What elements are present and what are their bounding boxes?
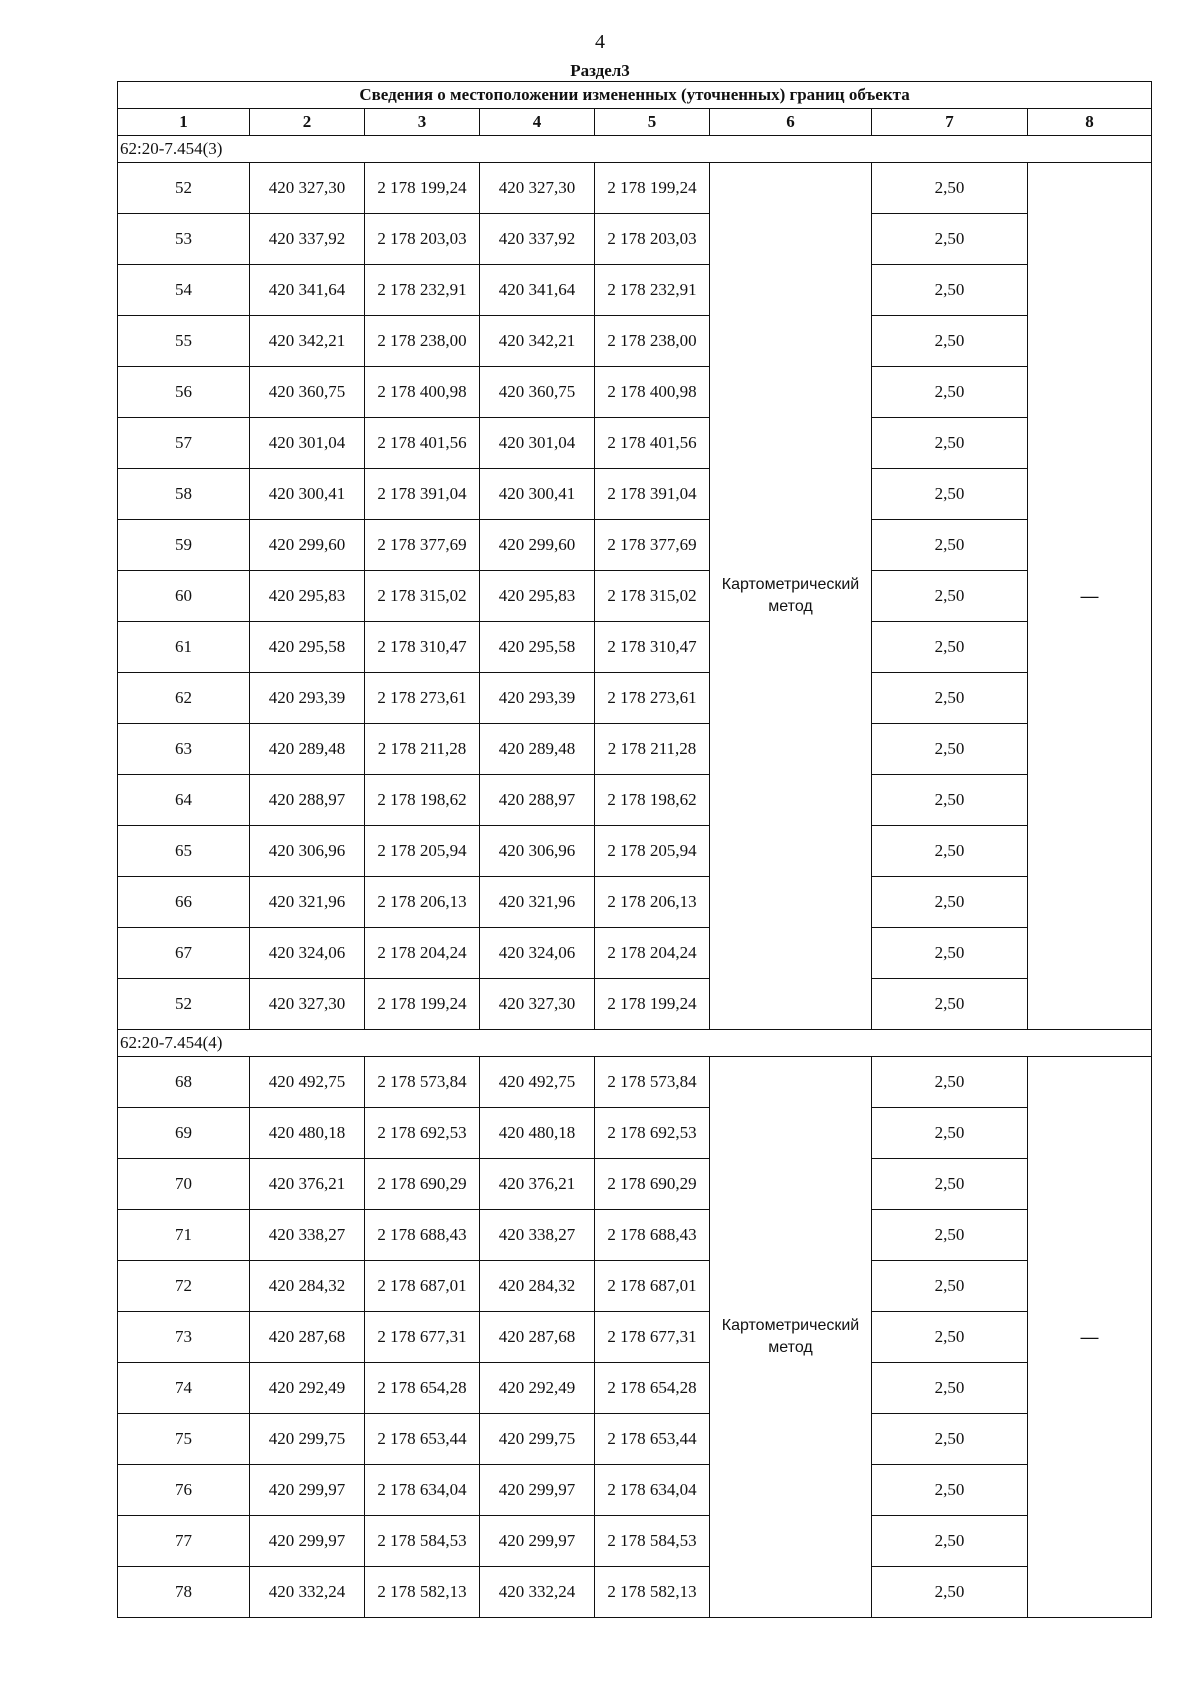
point-number-cell: 68: [118, 1057, 250, 1108]
point-number-cell: 76: [118, 1465, 250, 1516]
table-row: [118, 1516, 1152, 1567]
y-old-cell: 2 178 204,24: [365, 928, 480, 979]
point-number-cell: 66: [118, 877, 250, 928]
point-number-cell: 72: [118, 1261, 250, 1312]
table-row: [118, 826, 1152, 877]
y-new-cell: 2 178 273,61: [595, 673, 710, 724]
x-old-cell: 420 292,49: [250, 1363, 365, 1414]
point-number-cell: 78: [118, 1567, 250, 1618]
point-number-cell: 59: [118, 520, 250, 571]
accuracy-cell: 2,50: [872, 214, 1028, 265]
y-old-cell: 2 178 692,53: [365, 1108, 480, 1159]
y-old-cell: 2 178 688,43: [365, 1210, 480, 1261]
x-new-cell: 420 293,39: [480, 673, 595, 724]
y-old-cell: 2 178 206,13: [365, 877, 480, 928]
accuracy-cell: 2,50: [872, 1159, 1028, 1210]
table-row: [118, 622, 1152, 673]
point-number-cell: 75: [118, 1414, 250, 1465]
column-number-row: [118, 109, 1152, 136]
x-new-cell: 420 327,30: [480, 163, 595, 214]
y-old-cell: 2 178 653,44: [365, 1414, 480, 1465]
y-new-cell: 2 178 205,94: [595, 826, 710, 877]
table-row: [118, 469, 1152, 520]
point-number-cell: 71: [118, 1210, 250, 1261]
column-number-1: 1: [118, 109, 250, 136]
y-new-cell: 2 178 204,24: [595, 928, 710, 979]
accuracy-cell: 2,50: [872, 928, 1028, 979]
accuracy-cell: 2,50: [872, 1057, 1028, 1108]
x-old-cell: 420 332,24: [250, 1567, 365, 1618]
accuracy-cell: 2,50: [872, 1210, 1028, 1261]
accuracy-cell: 2,50: [872, 316, 1028, 367]
x-new-cell: 420 292,49: [480, 1363, 595, 1414]
y-new-cell: 2 178 199,24: [595, 163, 710, 214]
y-new-cell: 2 178 211,28: [595, 724, 710, 775]
x-new-cell: 420 360,75: [480, 367, 595, 418]
x-new-cell: 420 492,75: [480, 1057, 595, 1108]
accuracy-cell: 2,50: [872, 520, 1028, 571]
y-new-cell: 2 178 582,13: [595, 1567, 710, 1618]
y-new-cell: 2 178 677,31: [595, 1312, 710, 1363]
point-number-cell: 57: [118, 418, 250, 469]
point-number-cell: 77: [118, 1516, 250, 1567]
accuracy-cell: 2,50: [872, 1414, 1028, 1465]
x-new-cell: 420 324,06: [480, 928, 595, 979]
y-new-cell: 2 178 401,56: [595, 418, 710, 469]
group-header-row: [118, 136, 1152, 163]
y-new-cell: 2 178 573,84: [595, 1057, 710, 1108]
table-row: [118, 928, 1152, 979]
y-new-cell: 2 178 654,28: [595, 1363, 710, 1414]
table-row: [118, 1414, 1152, 1465]
table-row: [118, 1363, 1152, 1414]
table-row: [118, 877, 1152, 928]
x-new-cell: 420 288,97: [480, 775, 595, 826]
accuracy-cell: 2,50: [872, 673, 1028, 724]
y-old-cell: 2 178 199,24: [365, 163, 480, 214]
y-new-cell: 2 178 203,03: [595, 214, 710, 265]
y-new-cell: 2 178 315,02: [595, 571, 710, 622]
x-old-cell: 420 293,39: [250, 673, 365, 724]
x-new-cell: 420 376,21: [480, 1159, 595, 1210]
boundary-coordinates-table: [117, 81, 1152, 1618]
x-old-cell: 420 338,27: [250, 1210, 365, 1261]
table-title: Сведения о местоположении измененных (уточненных) границ объекта: [118, 82, 1152, 109]
table-row: [118, 1108, 1152, 1159]
x-old-cell: 420 327,30: [250, 979, 365, 1030]
x-old-cell: 420 324,06: [250, 928, 365, 979]
table-row: [118, 1567, 1152, 1618]
x-new-cell: 420 295,58: [480, 622, 595, 673]
y-old-cell: 2 178 205,94: [365, 826, 480, 877]
point-number-cell: 55: [118, 316, 250, 367]
table-row: [118, 265, 1152, 316]
y-new-cell: 2 178 377,69: [595, 520, 710, 571]
column-number-5: 5: [595, 109, 710, 136]
column-number-3: 3: [365, 109, 480, 136]
accuracy-cell: 2,50: [872, 1261, 1028, 1312]
x-old-cell: 420 299,75: [250, 1414, 365, 1465]
point-number-cell: 52: [118, 163, 250, 214]
x-old-cell: 420 376,21: [250, 1159, 365, 1210]
table-row: [118, 1465, 1152, 1516]
y-new-cell: 2 178 692,53: [595, 1108, 710, 1159]
table-row: [118, 1261, 1152, 1312]
x-new-cell: 420 299,60: [480, 520, 595, 571]
x-old-cell: 420 287,68: [250, 1312, 365, 1363]
x-old-cell: 420 327,30: [250, 163, 365, 214]
y-new-cell: 2 178 584,53: [595, 1516, 710, 1567]
accuracy-cell: 2,50: [872, 418, 1028, 469]
column-number-2: 2: [250, 109, 365, 136]
x-new-cell: 420 301,04: [480, 418, 595, 469]
point-number-cell: 58: [118, 469, 250, 520]
y-old-cell: 2 178 315,02: [365, 571, 480, 622]
group-header-row: [118, 1030, 1152, 1057]
x-new-cell: 420 321,96: [480, 877, 595, 928]
y-old-cell: 2 178 211,28: [365, 724, 480, 775]
page-number: 4: [595, 31, 605, 53]
column-number-4: 4: [480, 109, 595, 136]
point-number-cell: 54: [118, 265, 250, 316]
table-row: [118, 214, 1152, 265]
x-new-cell: 420 300,41: [480, 469, 595, 520]
table-row: [118, 520, 1152, 571]
accuracy-cell: 2,50: [872, 367, 1028, 418]
y-old-cell: 2 178 400,98: [365, 367, 480, 418]
y-old-cell: 2 178 238,00: [365, 316, 480, 367]
method-cell: Картометрический метод: [710, 1057, 872, 1618]
table-row: [118, 1159, 1152, 1210]
x-new-cell: 420 342,21: [480, 316, 595, 367]
y-old-cell: 2 178 582,13: [365, 1567, 480, 1618]
table-row: [118, 418, 1152, 469]
y-old-cell: 2 178 634,04: [365, 1465, 480, 1516]
point-number-cell: 62: [118, 673, 250, 724]
x-new-cell: 420 299,97: [480, 1516, 595, 1567]
y-old-cell: 2 178 203,03: [365, 214, 480, 265]
y-new-cell: 2 178 690,29: [595, 1159, 710, 1210]
y-old-cell: 2 178 687,01: [365, 1261, 480, 1312]
accuracy-cell: 2,50: [872, 571, 1028, 622]
table-row: [118, 367, 1152, 418]
x-new-cell: 420 299,97: [480, 1465, 595, 1516]
table-body: [118, 136, 1152, 1618]
y-old-cell: 2 178 377,69: [365, 520, 480, 571]
y-old-cell: 2 178 198,62: [365, 775, 480, 826]
point-number-cell: 67: [118, 928, 250, 979]
table-row: [118, 673, 1152, 724]
y-old-cell: 2 178 584,53: [365, 1516, 480, 1567]
y-new-cell: 2 178 634,04: [595, 1465, 710, 1516]
point-number-cell: 69: [118, 1108, 250, 1159]
table-row: [118, 163, 1152, 214]
method-cell: Картометрический метод: [710, 163, 872, 1030]
y-new-cell: 2 178 232,91: [595, 265, 710, 316]
accuracy-cell: 2,50: [872, 1516, 1028, 1567]
x-old-cell: 420 342,21: [250, 316, 365, 367]
group-label: 62:20-7.454(4): [118, 1030, 1152, 1057]
y-new-cell: 2 178 206,13: [595, 877, 710, 928]
accuracy-cell: 2,50: [872, 1108, 1028, 1159]
x-old-cell: 420 337,92: [250, 214, 365, 265]
accuracy-cell: 2,50: [872, 775, 1028, 826]
y-old-cell: 2 178 391,04: [365, 469, 480, 520]
column-number-8: 8: [1028, 109, 1152, 136]
x-new-cell: 420 341,64: [480, 265, 595, 316]
point-number-cell: 64: [118, 775, 250, 826]
y-old-cell: 2 178 654,28: [365, 1363, 480, 1414]
table-row: [118, 775, 1152, 826]
y-old-cell: 2 178 232,91: [365, 265, 480, 316]
x-new-cell: 420 332,24: [480, 1567, 595, 1618]
y-new-cell: 2 178 391,04: [595, 469, 710, 520]
accuracy-cell: 2,50: [872, 877, 1028, 928]
point-number-cell: 65: [118, 826, 250, 877]
accuracy-cell: 2,50: [872, 979, 1028, 1030]
x-old-cell: 420 299,60: [250, 520, 365, 571]
x-old-cell: 420 306,96: [250, 826, 365, 877]
y-new-cell: 2 178 199,24: [595, 979, 710, 1030]
accuracy-cell: 2,50: [872, 826, 1028, 877]
y-new-cell: 2 178 198,62: [595, 775, 710, 826]
point-number-cell: 73: [118, 1312, 250, 1363]
x-new-cell: 420 306,96: [480, 826, 595, 877]
x-old-cell: 420 289,48: [250, 724, 365, 775]
accuracy-cell: 2,50: [872, 469, 1028, 520]
accuracy-cell: 2,50: [872, 1465, 1028, 1516]
x-old-cell: 420 300,41: [250, 469, 365, 520]
x-old-cell: 420 299,97: [250, 1465, 365, 1516]
x-old-cell: 420 284,32: [250, 1261, 365, 1312]
x-new-cell: 420 289,48: [480, 724, 595, 775]
point-number-cell: 70: [118, 1159, 250, 1210]
accuracy-cell: 2,50: [872, 265, 1028, 316]
x-new-cell: 420 327,30: [480, 979, 595, 1030]
accuracy-cell: 2,50: [872, 1312, 1028, 1363]
y-old-cell: 2 178 401,56: [365, 418, 480, 469]
point-number-cell: 60: [118, 571, 250, 622]
point-number-cell: 74: [118, 1363, 250, 1414]
x-old-cell: 420 341,64: [250, 265, 365, 316]
x-old-cell: 420 295,83: [250, 571, 365, 622]
point-number-cell: 52: [118, 979, 250, 1030]
x-old-cell: 420 321,96: [250, 877, 365, 928]
y-new-cell: 2 178 687,01: [595, 1261, 710, 1312]
y-old-cell: 2 178 690,29: [365, 1159, 480, 1210]
accuracy-cell: 2,50: [872, 724, 1028, 775]
x-new-cell: 420 284,32: [480, 1261, 595, 1312]
table-row: [118, 1210, 1152, 1261]
y-old-cell: 2 178 273,61: [365, 673, 480, 724]
y-new-cell: 2 178 400,98: [595, 367, 710, 418]
x-old-cell: 420 301,04: [250, 418, 365, 469]
point-number-cell: 63: [118, 724, 250, 775]
accuracy-cell: 2,50: [872, 1363, 1028, 1414]
y-old-cell: 2 178 199,24: [365, 979, 480, 1030]
note-cell: —: [1028, 163, 1152, 1030]
point-number-cell: 61: [118, 622, 250, 673]
table-row: [118, 979, 1152, 1030]
x-new-cell: 420 295,83: [480, 571, 595, 622]
x-new-cell: 420 337,92: [480, 214, 595, 265]
group-label: 62:20-7.454(3): [118, 136, 1152, 163]
table-row: [118, 316, 1152, 367]
column-number-6: 6: [710, 109, 872, 136]
y-old-cell: 2 178 310,47: [365, 622, 480, 673]
x-old-cell: 420 480,18: [250, 1108, 365, 1159]
accuracy-cell: 2,50: [872, 622, 1028, 673]
x-old-cell: 420 492,75: [250, 1057, 365, 1108]
table-row: [118, 1312, 1152, 1363]
x-old-cell: 420 295,58: [250, 622, 365, 673]
section-title: Раздел3: [570, 61, 630, 80]
x-old-cell: 420 299,97: [250, 1516, 365, 1567]
y-old-cell: 2 178 573,84: [365, 1057, 480, 1108]
x-old-cell: 420 360,75: [250, 367, 365, 418]
note-cell: —: [1028, 1057, 1152, 1618]
table-row: [118, 1057, 1152, 1108]
column-number-7: 7: [872, 109, 1028, 136]
x-old-cell: 420 288,97: [250, 775, 365, 826]
point-number-cell: 56: [118, 367, 250, 418]
x-new-cell: 420 338,27: [480, 1210, 595, 1261]
y-new-cell: 2 178 310,47: [595, 622, 710, 673]
accuracy-cell: 2,50: [872, 163, 1028, 214]
x-new-cell: 420 480,18: [480, 1108, 595, 1159]
y-new-cell: 2 178 653,44: [595, 1414, 710, 1465]
x-new-cell: 420 299,75: [480, 1414, 595, 1465]
x-new-cell: 420 287,68: [480, 1312, 595, 1363]
y-new-cell: 2 178 238,00: [595, 316, 710, 367]
table-row: [118, 724, 1152, 775]
y-old-cell: 2 178 677,31: [365, 1312, 480, 1363]
accuracy-cell: 2,50: [872, 1567, 1028, 1618]
point-number-cell: 53: [118, 214, 250, 265]
table-row: [118, 571, 1152, 622]
y-new-cell: 2 178 688,43: [595, 1210, 710, 1261]
